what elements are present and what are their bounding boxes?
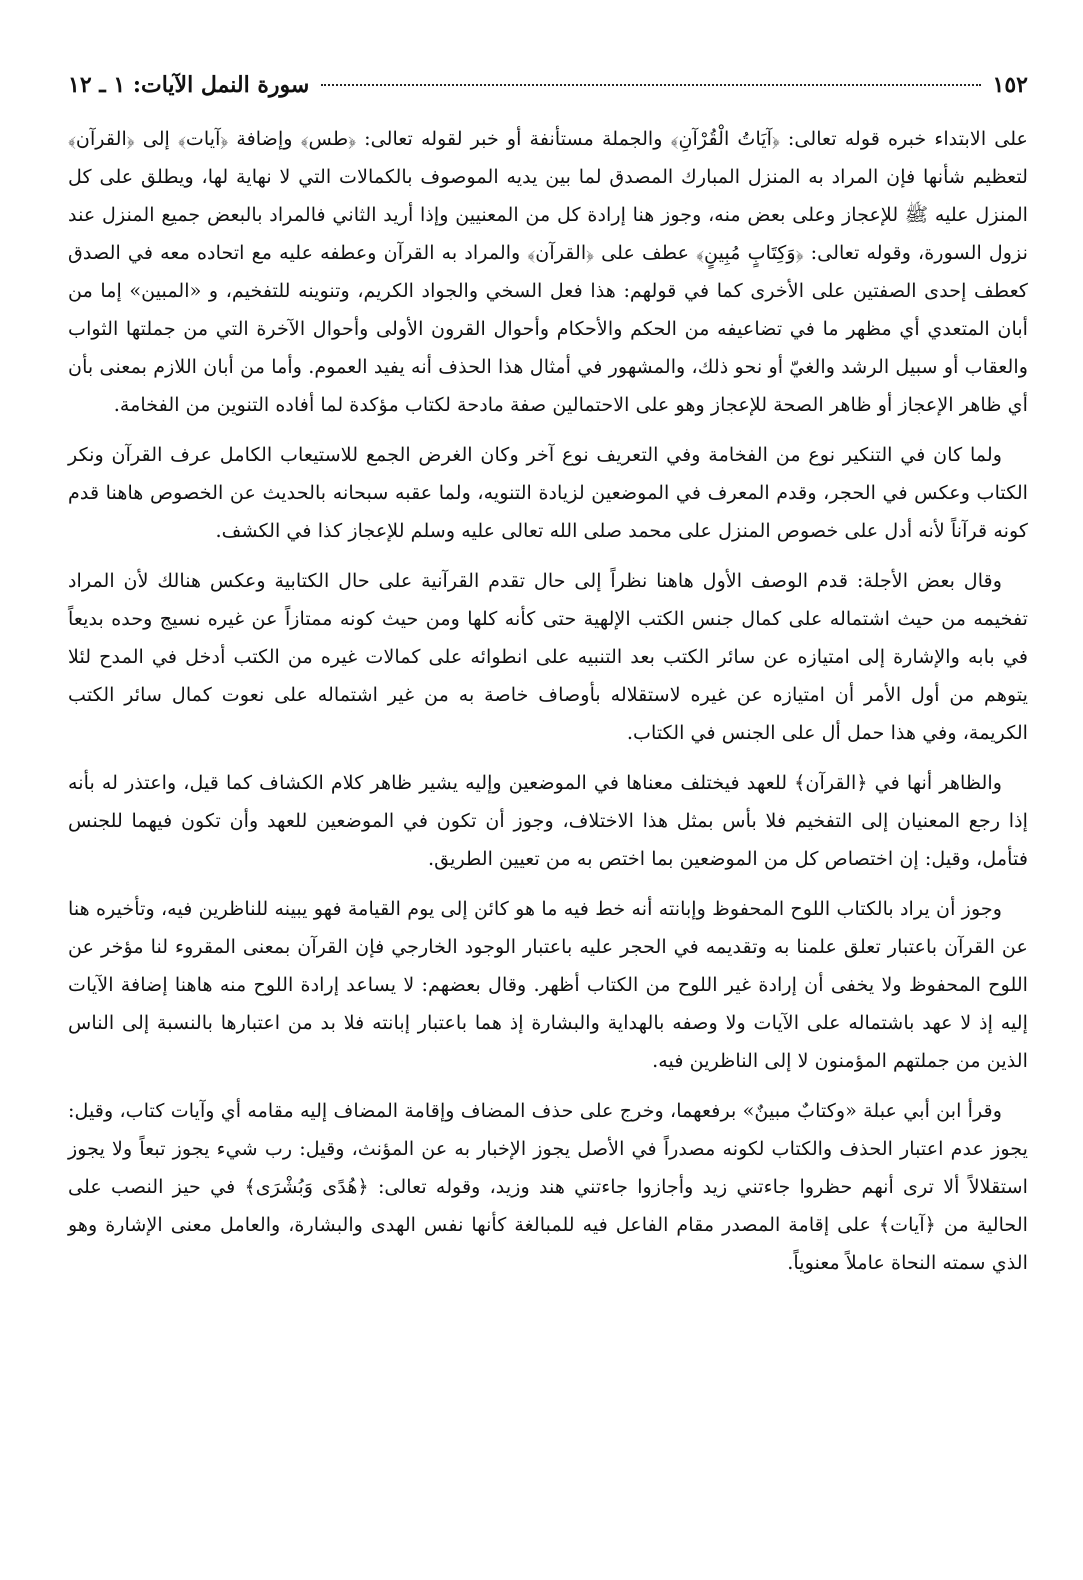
paragraph-6: وقرأ ابن أبي عبلة «وكتابٌ مبينٌ» برفعهما، وخرج على حذف المضاف وإقامة المضاف إليه مقامه أي وآيات كتاب، وقيل: يجوز عدم اعتبار الحذف والكتاب لكونه مصدراً في الأصل يجوز الإخبار به عن المؤنث، وقيل: رب شيء يجوز تبعاً ولا يجوز استقلالاً ألا ترى أنهم حظروا جاءتني زيد وأجازوا جاءتني هند وزيد، وقوله تعالى: ﴿هُدًى وَبُشْرَى﴾ في حيز النصب على الحالية من ﴿آيات﴾ على إقامة المصدر مقام الفاعل فيه للمبالغة كأنها نفس الهدى والبشارة، والعامل معنى الإشارة وهو الذي سمته النحاة عاملاً معنوياً. bbox=[68, 1099, 1028, 1274]
running-title: سورة النمل الآيات: ١ ـ ١٢ bbox=[68, 72, 310, 98]
paragraph-5: وجوز أن يراد بالكتاب اللوح المحفوظ وإبانته أنه خط فيه ما هو كائن إلى يوم القيامة فهو يبينه للناظرين فيه، وتأخيره هنا عن القرآن باعتبار تعلق علمنا به وتقديمه في الحجر عليه باعتبار الوجود الخارجي فإن القرآن بمعنى المقروء لنا مؤخر عن اللوح المحفوظ ولا يخفى أن إرادة غير اللوح من الكتاب أظهر. وقال بعضهم: لا يساعد إرادة اللوح منه هاهنا إضافة الآيات إليه إذ لا عهد باشتماله على الآيات ولا وصفه بالهداية والبشارة إذ هما باعتبار إبانته فلا بد من اعتبارها بالنسبة إلى الناس الذين من جملتهم المؤمنون لا إلى الناظرين فيه. bbox=[68, 897, 1028, 1072]
paragraph-4: والظاهر أنها في ﴿القرآن﴾ للعهد فيختلف معناها في الموضعين وإليه يشير ظاهر كلام الكشاف كما قيل، واعتذر له بأنه إذا رجع المعنيان إلى التفخيم فلا بأس بمثل هذا الاختلاف، وجوز أن تكون في الموضعين للعهد وأن تكون فيهما للجنس فتأمل، وقيل: إن اختصاص كل من الموضعين بما اختص به من تعيين الطريق. bbox=[68, 771, 1028, 870]
page-header bbox=[68, 72, 1028, 112]
header-dotted-leader bbox=[321, 84, 980, 86]
paragraph-1: على الابتداء خبره قوله تعالى: ﴿آيَاتُ الْقُرْآنِ﴾ والجملة مستأنفة أو خبر لقوله تعالى: ﴿طس﴾ وإضافة ﴿آيات﴾ إلى ﴿القرآن﴾ لتعظيم شأنها فإن المراد به المنزل المبارك المصدق لما بين يديه الموصوف بالكمالات التي لا نهاية لها، ويطلق على كل المنزل عليه ﷺ للإعجاز وعلى بعض منه، وجوز هنا إرادة كل من المعنيين وإذا أريد الثاني فالمراد بالبعض جميع المنزل عند نزول السورة، وقوله تعالى: ﴿وَكِتَابٍ مُبِينٍ﴾ عطف على ﴿القرآن﴾ والمراد به القرآن وعطفه عليه مع اتحاده معه في الصدق كعطف إحدى الصفتين على الأخرى كما في قولهم: هذا فعل السخي والجواد الكريم، وتنوينه للتفخيم، و «المبين» إما من أبان المتعدي أي مظهر ما في تضاعيفه من الحكم والأحكام وأحوال القرون الأولى وأحوال الآخرة التي من جملتها الثواب والعقاب أو سبيل الرشد والغيّ أو نحو ذلك، والمشهور في أمثال هذا الحذف أنه يفيد العموم. وأما من أبان اللازم بمعنى بأن أي ظاهر الإعجاز أو ظاهر الصحة للإعجاز وهو على الاحتمالين صفة مادحة لكتاب مؤكدة لما أفاده التنوين من الفخامة. bbox=[68, 127, 1028, 416]
book-page bbox=[68, 72, 1028, 1542]
paragraph-2: ولما كان في التنكير نوع من الفخامة وفي التعريف نوع آخر وكان الغرض الجمع للاستيعاب الكامل عرف القرآن ونكر الكتاب وعكس في الحجر، وقدم المعرف في الموضعين لزيادة التنويه، ولما عقبه سبحانه بالحديث عن الخصوص هاهنا قدم كونه قرآناً لأنه أدل على خصوص المنزل على محمد صلى الله تعالى عليه وسلم للإعجاز كذا في الكشف. bbox=[68, 443, 1028, 542]
paragraph-3: وقال بعض الأجلة: قدم الوصف الأول هاهنا نظراً إلى حال تقدم القرآنية على حال الكتابية وعكس هنالك لأن المراد تفخيمه من حيث اشتماله على كمال جنس الكتب الإلهية حتى كأنه كلها ومن حيث كونه ممتازاً عن غيره نسيج وحده بديعاً في بابه والإشارة إلى امتيازه عن سائر الكتب بعد التنبيه على انطوائه على كمالات غيره من الكتب أدخل في المدح لئلا يتوهم من أول الأمر أن امتيازه عن غيره لاستقلاله بأوصاف خاصة به من غير اشتماله على نعوت كمال سائر الكتب الكريمة، وفي هذا حمل أل على الجنس في الكتاب. bbox=[68, 569, 1029, 744]
page-number: ١٥٢ bbox=[992, 72, 1028, 98]
